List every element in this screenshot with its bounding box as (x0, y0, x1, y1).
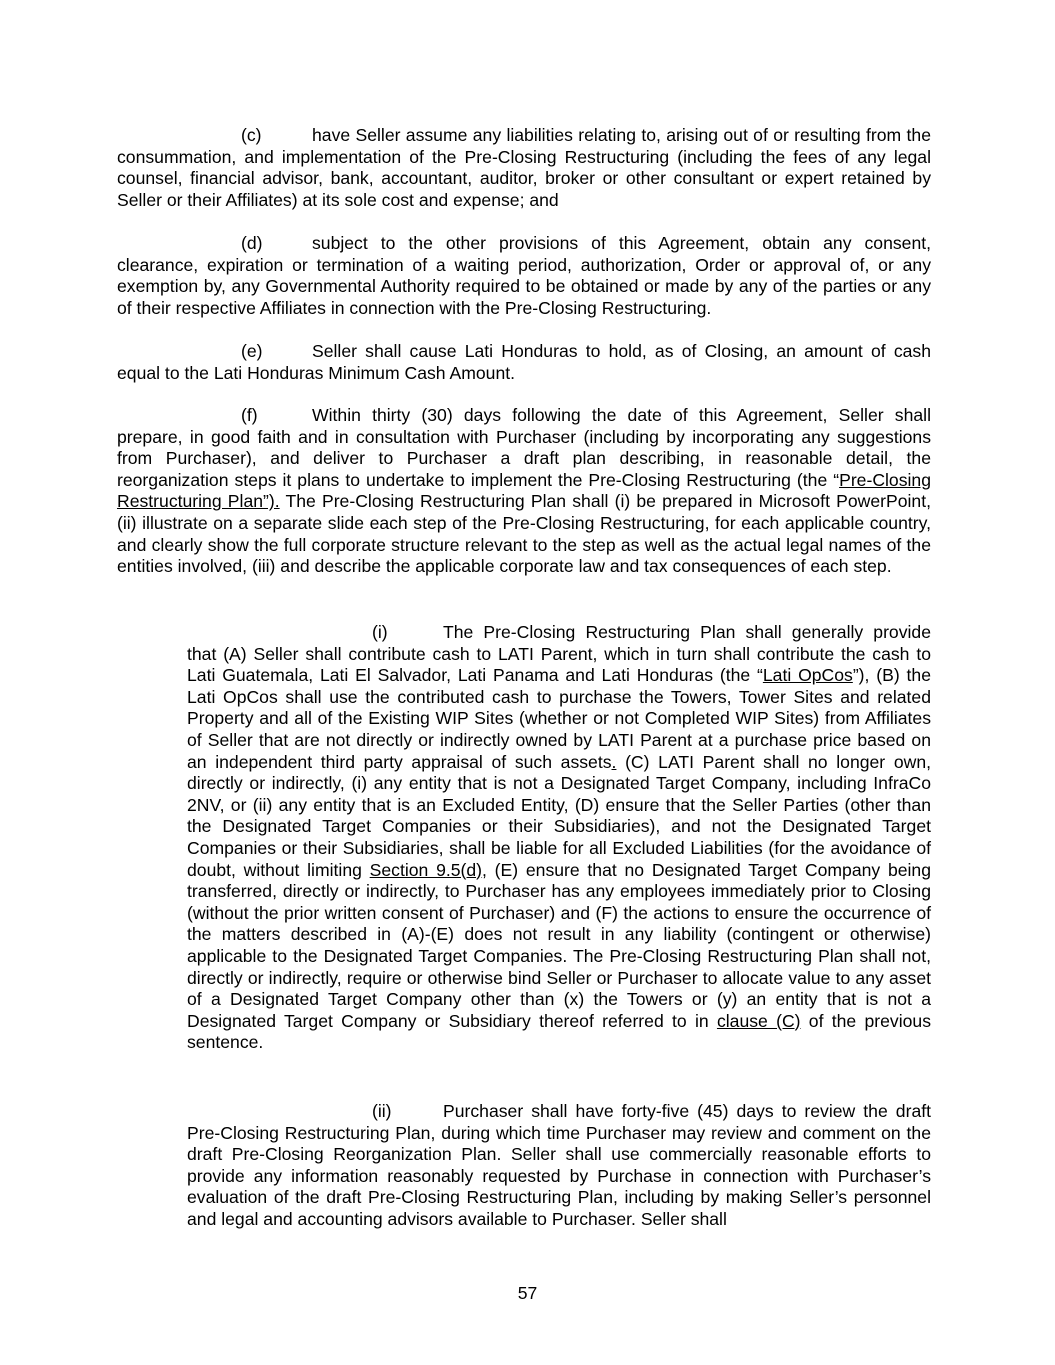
paragraph-text: (C) LATI Parent shall no longer own, directly or indirectly, (i) any entity that is not a Designated Target Company, including InfraCo 2NV, or (ii) any entity that is an Excluded Entity, (D) ensure that the Seller Parties (other than the Designated Target Companies or their Subsidiaries), and not the Designated Target Companies or their Subsidiaries, shall be liable for all Excluded Liabilities (for the avoidance of doubt, without limiting (187, 751, 931, 880)
paragraph-e (117, 341, 931, 384)
defined-term-restructuring-plan: Pre-Closing Restructuring Plan”). (117, 469, 931, 512)
paragraph-d (117, 233, 931, 319)
paragraph-text: have Seller assume any liabilities relating to, arising out of or resulting from the consummation, and implementation of the Pre-Closing Restructuring (including the fees of any legal counsel, financial advisor, bank, accountant, auditor, broker or other consultant or expert retained by Seller or their Affiliates) at its sole cost and expense; and (117, 125, 931, 210)
paragraph-text: ”), (B) the Lati OpCos shall use the contributed cash to purchase the Towers, Tower Sites and related Property and all of the Existing WIP Sites (whether or not Completed WIP Sites) from Affiliates of Seller that are not directly or indirectly owned by LATI Parent at a purchase price based on an independent third party appraisal of such assets (187, 665, 931, 772)
paragraph-label: (e) (241, 341, 263, 361)
paragraph-label: (c) (241, 125, 262, 145)
page-number: 57 (517, 1283, 538, 1303)
paragraph-c (117, 125, 931, 211)
paragraph-text: subject to the other provisions of this Agreement, obtain any consent, clearance, expiration or termination of a waiting period, authorization, Order or approval of, or any exemption by, any Governmental Authority required to be obtained or made by any of the parties or any of their respective Affiliates in connection with the Pre-Closing Restructuring. (117, 233, 931, 318)
paragraph-label: (f) (241, 405, 258, 425)
paragraph-i (187, 622, 931, 1054)
paragraph-ii (187, 1101, 931, 1231)
paragraph-text: Seller shall cause Lati Honduras to hold, as of Closing, an amount of cash equal to the Lati Honduras Minimum Cash Amount. (117, 341, 931, 383)
paragraph-label: (i) (372, 622, 388, 642)
paragraph-text: The Pre-Closing Restructuring Plan shall (i) be prepared in Microsoft PowerPoint, (ii) illustrate on a separate slide each step of the Pre-Closing Restructuring, for each applicable country, and clearly show the full corporate structure relevant to the step as well as the actual legal names of the entities involved, (iii) and describe the applicable corporate law and tax consequences of each step. (117, 491, 931, 577)
paragraph-text: Purchaser shall have forty-five (45) days to review the draft Pre-Closing Restructuring Plan, during which time Purchaser may review and comment on the draft Pre-Closing Reorganization Plan. Seller shall use commercially reasonable efforts to provide any information reasonably requested by Purchase in connection with Purchaser’s evaluation of the draft Pre-Closing Restructuring Plan, including by making Seller’s personnel and legal and accounting advisors available to Purchaser. Seller shall (187, 1101, 931, 1229)
paragraph-f (117, 405, 931, 578)
paragraph-text: Within thirty (30) days following the date of this Agreement, Seller shall prepare, in good faith and in consultation with Purchaser (including by incorporating any suggestions from Purchaser), and deliver to Purchaser a draft plan describing, in reasonable detail, the reorganization steps it plans to undertake to implement the Pre-Closing Restructuring (the “ (117, 405, 931, 490)
clause-reference: clause (C) (716, 1010, 801, 1031)
paragraph-text: , (E) ensure that no Designated Target Company being transferred, directly or indirectly, to Purchaser has any employees immediately prior to Closing (without the prior written consent of Purchaser) and (F) the actions to ensure the occurrence of the matters described in (A)-(E) does not result in any liability (contingent or otherwise) applicable to the Designated Target Companies. The Pre-Closing Restructuring Plan shall not, directly or indirectly, require or otherwise bind Seller or Purchaser to allocate value to any asset of a Designated Target Company other than (x) the Towers or (y) an entity that is not a Designated Target Company or Subsidiary thereof referred to in (187, 859, 931, 1031)
paragraph-label: (d) (241, 233, 263, 253)
defined-term-lati-opcos: Lati OpCos (762, 665, 853, 686)
underlined-period: . (611, 751, 617, 772)
paragraph-text: of the previous sentence. (187, 1010, 931, 1053)
paragraph-text: The Pre-Closing Restructuring Plan shall generally provide that (A) Seller shall contribute cash to LATI Parent, which in turn shall contribute the cash to Lati Guatemala, Lati El Salvador, Lati Panama and Lati Honduras (the “ (187, 622, 931, 686)
paragraph-label: (ii) (372, 1101, 392, 1121)
section-reference: Section 9.5(d) (369, 859, 483, 880)
